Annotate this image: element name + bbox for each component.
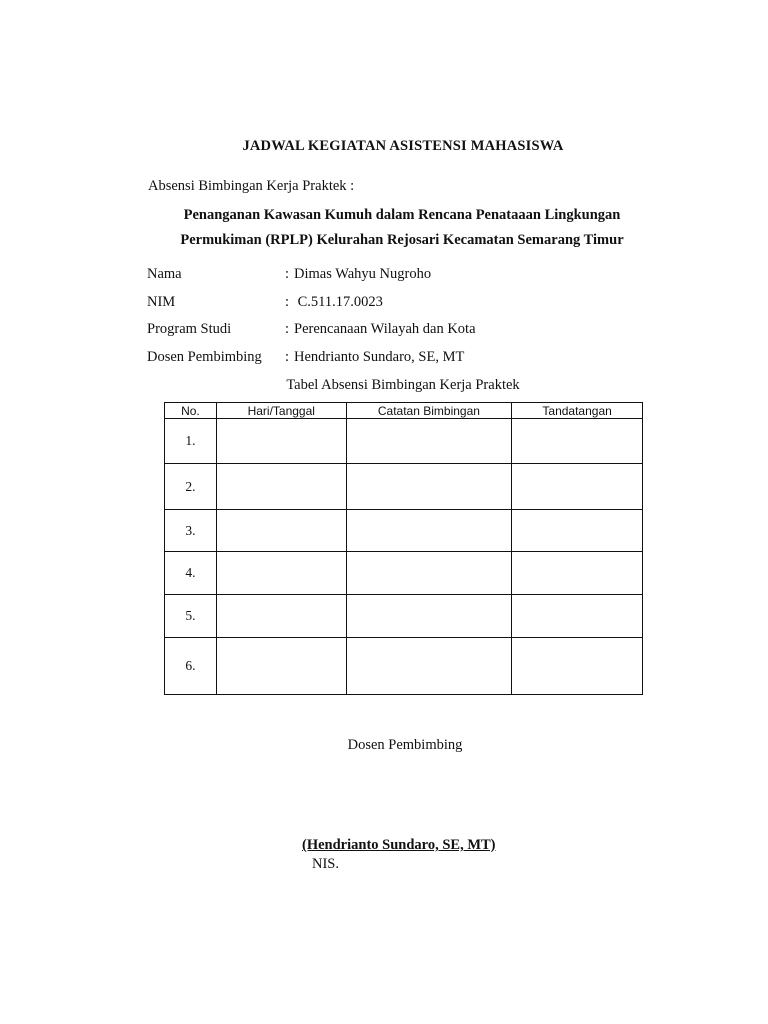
signature-cell xyxy=(512,464,643,510)
table-header-row xyxy=(165,403,643,419)
signature-cell xyxy=(512,595,643,638)
signature-cell xyxy=(512,510,643,552)
info-value: Dimas Wahyu Nugroho xyxy=(294,266,432,282)
info-value: Perencanaan Wilayah dan Kota xyxy=(294,321,476,337)
info-colon: : xyxy=(285,294,290,310)
subject-line-2: Permukiman (RPLP) Kelurahan Rejosari Kecamatan Semarang Timur xyxy=(180,232,624,248)
signature-cell xyxy=(512,552,643,595)
row-number: 3. xyxy=(165,510,217,552)
notes-cell xyxy=(346,552,512,595)
table-row xyxy=(165,510,643,552)
notes-cell xyxy=(346,510,512,552)
notes-cell xyxy=(346,464,512,510)
signature-name: (Hendrianto Sundaro, SE, MT) xyxy=(302,837,496,853)
row-number: 5. xyxy=(165,595,217,638)
date-cell xyxy=(216,638,346,695)
table-row xyxy=(165,464,643,510)
table-row xyxy=(165,552,643,595)
table-row xyxy=(165,638,643,695)
header-notes: Catatan Bimbingan xyxy=(346,403,512,419)
date-cell xyxy=(216,510,346,552)
attendance-table xyxy=(164,402,643,695)
signature-nis: NIS. xyxy=(312,856,339,872)
info-value: Hendrianto Sundaro, SE, MT xyxy=(294,349,465,365)
notes-cell xyxy=(346,419,512,464)
info-row-nama xyxy=(147,266,431,283)
table-row xyxy=(165,419,643,464)
signature-cell xyxy=(512,419,643,464)
header-signature: Tandatangan xyxy=(512,403,643,419)
info-row-program-studi xyxy=(147,321,476,338)
info-label: NIM xyxy=(147,294,176,310)
intro-text: Absensi Bimbingan Kerja Praktek : xyxy=(148,178,355,194)
date-cell xyxy=(216,419,346,464)
info-label: Dosen Pembimbing xyxy=(147,349,262,365)
table-caption: Tabel Absensi Bimbingan Kerja Praktek xyxy=(286,377,520,393)
notes-cell xyxy=(346,638,512,695)
info-value: C.511.17.0023 xyxy=(294,294,383,310)
date-cell xyxy=(216,595,346,638)
info-label: Program Studi xyxy=(147,321,232,337)
signature-role: Dosen Pembimbing xyxy=(347,737,463,753)
info-colon: : xyxy=(285,349,290,365)
date-cell xyxy=(216,464,346,510)
info-colon: : xyxy=(285,321,290,337)
subject-line-1: Penanganan Kawasan Kumuh dalam Rencana Penataaan Lingkungan xyxy=(183,207,621,223)
info-row-nim xyxy=(147,294,383,311)
info-colon: : xyxy=(285,266,290,282)
table-row xyxy=(165,595,643,638)
info-label: Nama xyxy=(147,266,182,282)
row-number: 2. xyxy=(165,464,217,510)
notes-cell xyxy=(346,595,512,638)
row-number: 4. xyxy=(165,552,217,595)
date-cell xyxy=(216,552,346,595)
row-number: 1. xyxy=(165,419,217,464)
signature-cell xyxy=(512,638,643,695)
row-number: 6. xyxy=(165,638,217,695)
subject-heading xyxy=(148,203,656,253)
document-title: JADWAL KEGIATAN ASISTENSI MAHASISWA xyxy=(242,138,564,154)
info-row-dosen-pembimbing xyxy=(147,349,464,366)
header-no: No. xyxy=(165,403,217,419)
header-date: Hari/Tanggal xyxy=(216,403,346,419)
